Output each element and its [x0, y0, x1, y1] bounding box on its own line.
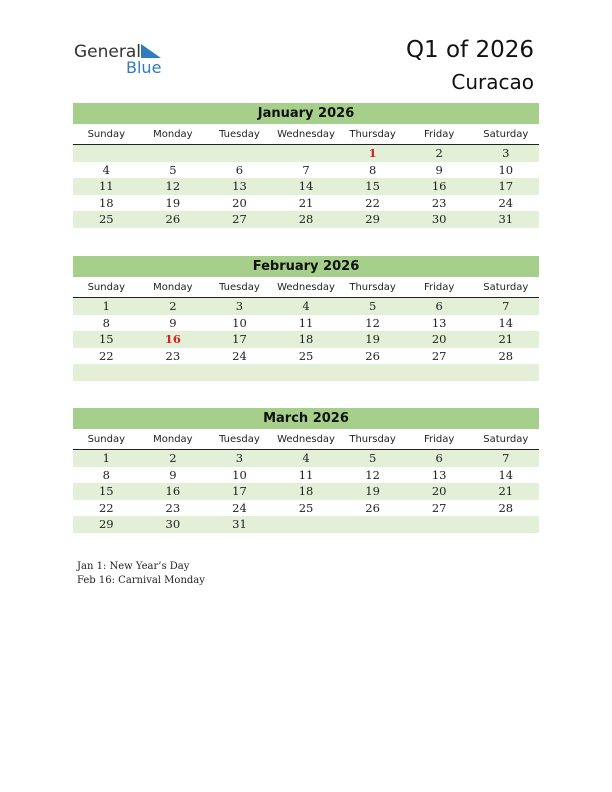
date-cell: 19 — [365, 332, 380, 346]
date-cell: 8 — [102, 315, 110, 330]
date-cell: 26 — [365, 348, 380, 363]
week-row — [73, 450, 539, 467]
weekday-label: Friday — [424, 282, 455, 293]
date-cell: 5 — [169, 162, 177, 177]
date-cell: 2 — [169, 451, 177, 465]
date-cell: 19 — [165, 195, 181, 210]
date-cell: 6 — [435, 299, 443, 313]
date-cell: 28 — [498, 500, 514, 515]
date-cell: 24 — [232, 500, 247, 515]
date-cell: 21 — [498, 484, 514, 498]
weekday-label: Wednesday — [277, 434, 335, 445]
date-cell: 7 — [502, 299, 510, 313]
date-cell — [273, 364, 340, 381]
date-cell: 26 — [165, 212, 181, 226]
date-cell — [273, 145, 340, 162]
date-cell: 14 — [498, 467, 514, 482]
date-cell: 22 — [98, 500, 114, 515]
date-cell — [140, 364, 207, 381]
date-cell: 3 — [502, 146, 510, 160]
date-cell: 24 — [232, 348, 247, 363]
date-cell: 5 — [368, 451, 377, 465]
holiday-date-cell: 16 — [164, 332, 181, 346]
weekday-label: Monday — [153, 434, 193, 445]
month-title: March 2026 — [73, 408, 539, 429]
holiday-date-cell: 1 — [368, 146, 377, 160]
date-cell: 13 — [232, 179, 247, 193]
week-row — [73, 162, 539, 179]
logo-blue-text: Blue — [126, 58, 162, 77]
date-cell — [339, 516, 406, 533]
weekday-label: Wednesday — [277, 129, 335, 140]
week-row — [73, 331, 539, 348]
date-cell: 2 — [435, 146, 443, 160]
date-cell: 13 — [431, 315, 447, 330]
date-cell: 9 — [169, 315, 177, 330]
date-cell: 3 — [235, 451, 244, 465]
week-row — [73, 500, 539, 517]
date-cell: 24 — [498, 195, 514, 210]
weekday-header-row — [73, 431, 539, 450]
date-cell: 14 — [298, 179, 314, 193]
weekday-label: Tuesday — [219, 282, 260, 293]
date-cell: 10 — [232, 315, 247, 330]
date-cell — [339, 364, 406, 381]
date-cell: 31 — [232, 517, 247, 531]
weekday-label: Sunday — [87, 129, 125, 140]
date-cell: 4 — [302, 451, 310, 465]
date-cell: 17 — [232, 484, 247, 498]
month-calendar-march — [73, 408, 539, 533]
date-cell: 11 — [98, 179, 114, 193]
week-row — [73, 145, 539, 162]
month-title: February 2026 — [73, 256, 539, 277]
date-cell: 18 — [298, 484, 314, 498]
weekday-label: Thursday — [349, 434, 396, 445]
date-cell: 28 — [298, 212, 314, 226]
date-cell: 14 — [498, 315, 514, 330]
holiday-note: Feb 16: Carnival Monday — [77, 575, 205, 586]
weekday-label: Monday — [153, 129, 193, 140]
date-cell: 20 — [431, 484, 447, 498]
date-cell: 22 — [365, 195, 380, 210]
date-cell: 31 — [498, 212, 514, 226]
weekday-label: Wednesday — [277, 282, 335, 293]
date-cell — [273, 516, 340, 533]
date-cell: 23 — [165, 348, 181, 363]
week-row — [73, 483, 539, 500]
date-cell — [140, 145, 207, 162]
date-cell: 9 — [169, 467, 177, 482]
date-cell: 30 — [431, 212, 447, 226]
date-cell: 10 — [498, 162, 514, 177]
week-row — [73, 195, 539, 212]
date-cell — [73, 364, 140, 381]
date-cell: 7 — [302, 162, 310, 177]
date-cell: 6 — [235, 162, 244, 177]
date-cell: 12 — [365, 315, 380, 330]
weekday-label: Thursday — [349, 282, 396, 293]
week-row — [73, 315, 539, 332]
date-cell: 23 — [431, 195, 447, 210]
date-cell: 21 — [498, 332, 514, 346]
weekday-label: Saturday — [483, 129, 529, 140]
weekday-label: Friday — [424, 434, 455, 445]
date-cell — [472, 364, 539, 381]
date-cell — [206, 145, 273, 162]
date-cell: 30 — [165, 517, 181, 531]
date-cell: 11 — [298, 467, 314, 482]
weekday-label: Sunday — [87, 282, 125, 293]
week-row — [73, 516, 539, 533]
weekday-label: Sunday — [87, 434, 125, 445]
week-row — [73, 178, 539, 195]
date-cell: 28 — [498, 348, 514, 363]
holiday-note: Jan 1: New Year’s Day — [77, 561, 190, 572]
week-row — [73, 364, 539, 381]
date-cell: 11 — [298, 315, 314, 330]
weekday-label: Saturday — [483, 282, 529, 293]
date-cell — [206, 364, 273, 381]
weekday-label: Thursday — [349, 129, 396, 140]
weekday-label: Monday — [153, 282, 193, 293]
date-cell: 4 — [302, 299, 310, 313]
date-cell: 4 — [102, 162, 110, 177]
month-calendar-january — [73, 103, 539, 228]
date-cell: 29 — [365, 212, 380, 226]
date-cell: 12 — [365, 467, 380, 482]
week-row — [73, 298, 539, 315]
date-cell: 22 — [98, 348, 114, 363]
date-cell: 25 — [298, 500, 314, 515]
month-title: January 2026 — [73, 103, 539, 124]
week-row — [73, 348, 539, 365]
date-cell: 5 — [368, 299, 377, 313]
date-cell: 9 — [435, 162, 443, 177]
date-cell: 23 — [165, 500, 181, 515]
date-cell: 8 — [368, 162, 377, 177]
week-row — [73, 211, 539, 228]
weekday-label: Saturday — [483, 434, 529, 445]
date-cell: 3 — [235, 299, 244, 313]
weekday-header-row — [73, 126, 539, 145]
weekday-label: Friday — [424, 129, 455, 140]
date-cell: 25 — [298, 348, 314, 363]
date-cell: 15 — [98, 332, 114, 346]
date-cell: 8 — [102, 467, 110, 482]
date-cell: 13 — [431, 467, 447, 482]
date-cell: 27 — [232, 212, 247, 226]
weekday-label: Tuesday — [219, 434, 260, 445]
weekday-header-row — [73, 279, 539, 298]
date-cell: 20 — [431, 332, 447, 346]
date-cell: 25 — [98, 212, 114, 226]
date-cell: 27 — [431, 348, 447, 363]
date-cell: 17 — [232, 332, 247, 346]
date-cell: 29 — [98, 517, 114, 531]
date-cell: 17 — [498, 179, 514, 193]
date-cell: 27 — [431, 500, 447, 515]
date-cell: 6 — [435, 451, 443, 465]
week-row — [73, 467, 539, 484]
holiday-notes — [77, 560, 205, 588]
date-cell: 1 — [102, 451, 110, 465]
weekday-label: Tuesday — [219, 129, 260, 140]
date-cell: 18 — [298, 332, 314, 346]
date-cell — [406, 364, 473, 381]
logo-general-text: General — [74, 42, 141, 62]
date-cell: 10 — [232, 467, 247, 482]
date-cell: 2 — [169, 299, 177, 313]
date-cell — [406, 516, 473, 533]
date-cell: 16 — [165, 484, 181, 498]
date-cell: 26 — [365, 500, 380, 515]
date-cell: 15 — [98, 484, 114, 498]
month-calendar-february — [73, 256, 539, 381]
date-cell: 21 — [298, 195, 314, 210]
date-cell — [472, 516, 539, 533]
date-cell: 12 — [165, 179, 181, 193]
date-cell: 19 — [365, 484, 380, 498]
date-cell: 1 — [102, 299, 110, 313]
page-title: Q1 of 2026 — [405, 37, 534, 63]
date-cell — [73, 145, 140, 162]
date-cell: 20 — [232, 195, 247, 210]
date-cell: 7 — [502, 451, 510, 465]
date-cell: 16 — [431, 179, 447, 193]
country-subtitle: Curacao — [451, 70, 534, 94]
date-cell: 18 — [98, 195, 114, 210]
date-cell: 15 — [365, 179, 380, 193]
